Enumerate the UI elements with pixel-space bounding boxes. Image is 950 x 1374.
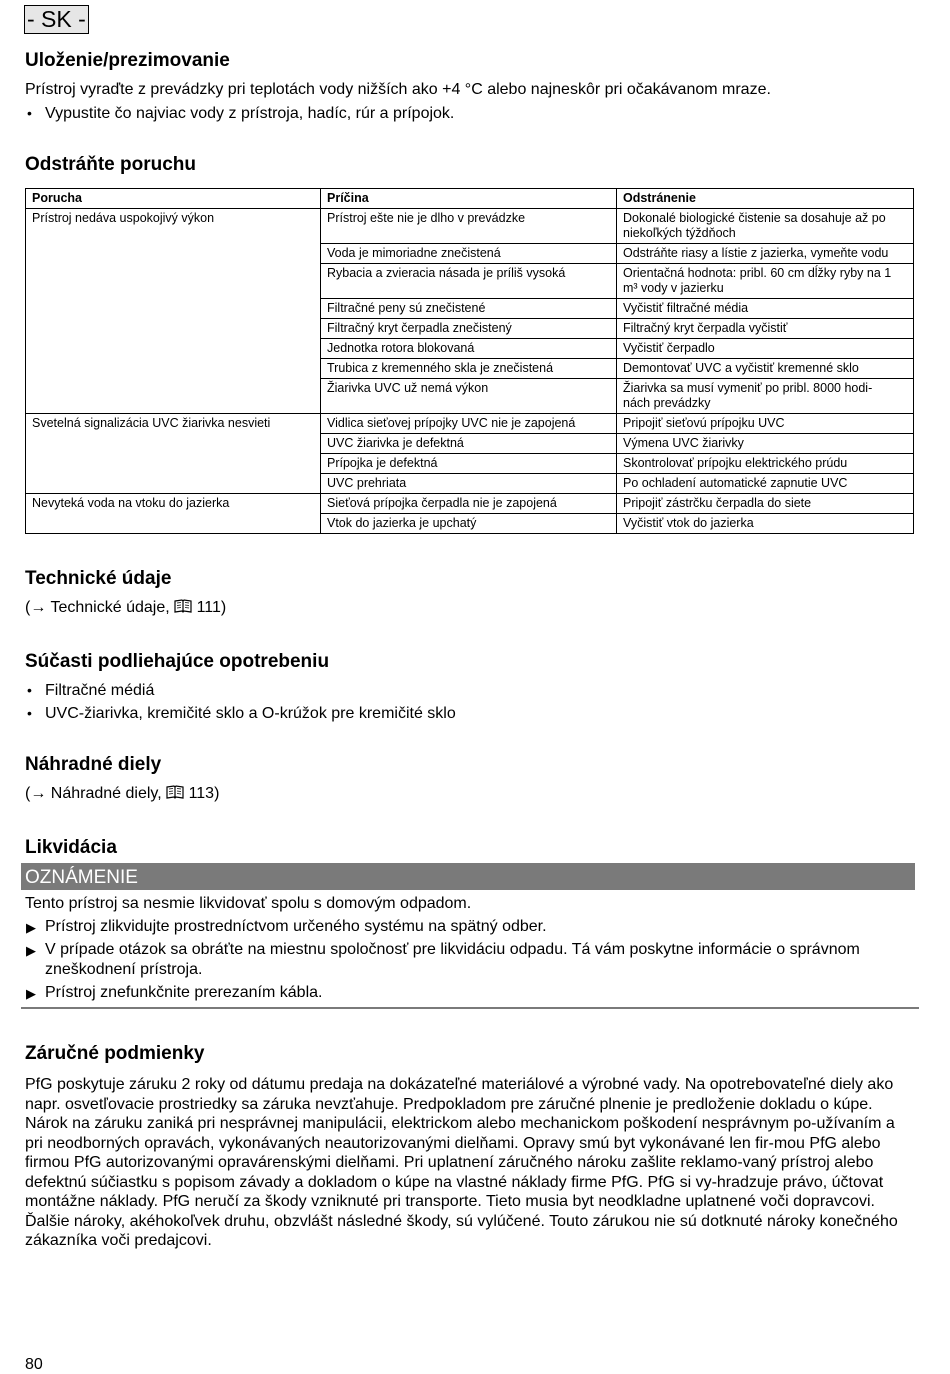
notice-text: Tento prístroj sa nesmie likvidovať spolu s domovým odpadom. [25, 895, 472, 912]
notice-label: OZNÁMENIE [21, 863, 915, 890]
disposal-title: Likvidácia [25, 837, 117, 858]
spare-parts-section [25, 754, 915, 804]
spare-parts-title: Náhradné diely [25, 754, 162, 775]
cause-cell: Vidlica sieťovej prípojky UVC nie je zapojená [321, 414, 617, 434]
list-item: • UVC-žiarivka, kremičité sklo a O-krúžok pre kremičité sklo [25, 702, 915, 725]
storage-text: Prístroj vyraďte z prevádzky pri teplotách vody nižších ako +4 °C alebo najneskôr pri očakávanom mraze. [25, 81, 771, 98]
technical-section [25, 568, 915, 618]
disposal-section [25, 837, 915, 1009]
remedy-cell: Dokonalé biologické čistenie sa dosahuje až po niekoľkých týždňoch [617, 209, 914, 244]
reference-page: 113) [188, 785, 220, 802]
warranty-title: Záručné podmienky [25, 1043, 205, 1064]
column-header: Porucha [26, 189, 321, 209]
cause-cell: UVC prehriata [321, 474, 617, 494]
storage-section [25, 50, 915, 125]
column-header: Odstránenie [617, 189, 914, 209]
cause-cell: UVC žiarivka je defektná [321, 434, 617, 454]
wear-parts-list [25, 679, 915, 725]
disposal-steps [25, 917, 919, 1003]
column-header: Príčina [321, 189, 617, 209]
table-header-row [26, 189, 914, 209]
table-row [26, 209, 914, 244]
cause-cell: Filtračný kryt čerpadla znečistený [321, 319, 617, 339]
wear-parts-title: Súčasti podliehajúce opotrebeniu [25, 651, 330, 672]
storage-bullets [25, 102, 915, 125]
cause-cell: Trubica z kremenného skla je znečistená [321, 359, 617, 379]
remedy-cell: Filtračný kryt čerpadla vyčistiť [617, 319, 914, 339]
remedy-cell: Výmena UVC žiarivky [617, 434, 914, 454]
page-number: 80 [25, 1356, 43, 1373]
wear-parts-section [25, 651, 915, 725]
list-item: • Filtračné médiá [25, 679, 915, 702]
book-icon [174, 599, 192, 613]
cause-cell: Sieťová prípojka čerpadla nie je zapojená [321, 494, 617, 514]
cause-cell: Jednotka rotora blokovaná [321, 339, 617, 359]
technical-reference [25, 598, 915, 618]
fault-table [25, 188, 914, 534]
remedy-cell: Orientačná hodnota: pribl. 60 cm dĺžky ryby na 1 m³ vody v jazierku [617, 264, 914, 299]
table-row [26, 494, 914, 514]
troubleshoot-title: Odstráňte poruchu [25, 154, 197, 175]
remedy-cell: Pripojiť sieťovú prípojku UVC [617, 414, 914, 434]
cause-cell: Žiarivka UVC už nemá výkon [321, 379, 617, 414]
notice-body [21, 890, 919, 1009]
storage-title: Uloženie/prezimovanie [25, 50, 230, 71]
list-item: ▶ V prípade otázok sa obráťte na miestnu spoločnosť pre likvidáciu odpadu. Tá vám poskytne informácie o správnom zneškodnení prístroja. [25, 940, 919, 980]
cause-cell: Prístroj ešte nie je dlho v prevádzke [321, 209, 617, 244]
spare-parts-reference [25, 784, 915, 804]
list-item: ▶ Prístroj zlikvidujte prostredníctvom určeného systému na spätný odber. [25, 917, 919, 937]
cause-cell: Prípojka je defektná [321, 454, 617, 474]
remedy-cell: Vyčistiť čerpadlo [617, 339, 914, 359]
remedy-cell: Žiarivka sa musí vymeniť po pribl. 8000 hodi- nách prevádzky [617, 379, 914, 414]
warranty-text: PfG poskytuje záruku 2 roky od dátumu predaja na dokázateľné materiálové a výrobné vady. Na opotrebovateľné diely ako napr. osvetľovacie prostriedky sa záruka nevzťahuje. Predpokladom pre záručné plnenie je predloženie dokladu o kúpe. Nárok na záruku zaniká pri nesprávnej manipulácii, elektrickom alebo mechanickom poškodení nesprávnym po-užívaním a pri neodborných opravách, vykonávaných neautorizovanými dielňami. Opravy smú byt vykonávané len fir-mou PfG alebo firmou PfG autorizovanými opravárenskými dielňami. Pri uplatnení záručného nároku zašlite reklamo-vaný prístroj alebo defektnú súčiastku s popisom závady a dokladom o kúpe na vlastné náklady firme PfG. PfG si vy-hradzuje právo, účtovat montážne náklady. PfG neručí za škody vzniknuté pri transporte. Tieto musia byt neodkladne uplatnené voči dopravcovi. Ďalšie nároky, akéhokoľvek druhu, obzvlášt následné škody, sú vylúčené. Touto zárukou nie sú dotknuté nároky konečného zákazníka voči predajcovi. [25, 1076, 898, 1249]
remedy-cell: Pripojiť zástrčku čerpadla do siete [617, 494, 914, 514]
fault-cell: Nevyteká voda na vtoku do jazierka [26, 494, 321, 534]
remedy-cell: Skontrolovať prípojku elektrického prúdu [617, 454, 914, 474]
remedy-cell: Demontovať UVC a vyčistiť kremenné sklo [617, 359, 914, 379]
remedy-cell: Odstráňte riasy a lístie z jazierka, vymeňte vodu [617, 244, 914, 264]
technical-title: Technické údaje [25, 568, 172, 589]
cause-cell: Voda je mimoriadne znečistená [321, 244, 617, 264]
list-item: ▶ Prístroj znefunkčnite prerezaním kábla. [25, 983, 919, 1003]
cause-cell: Vtok do jazierka je upchatý [321, 514, 617, 534]
page-content [25, 50, 915, 1251]
book-icon [166, 785, 184, 799]
table-row [26, 414, 914, 434]
reference-page: 111) [196, 599, 227, 616]
language-tag: - SK - [24, 5, 89, 34]
remedy-cell: Vyčistiť filtračné média [617, 299, 914, 319]
reference-text: (→ Technické údaje, [25, 599, 175, 616]
cause-cell: Rybacia a zvieracia násada je príliš vysoká [321, 264, 617, 299]
remedy-cell: Po ochladení automatické zapnutie UVC [617, 474, 914, 494]
troubleshoot-section [25, 154, 915, 534]
remedy-cell: Vyčistiť vtok do jazierka [617, 514, 914, 534]
warranty-section [25, 1043, 915, 1251]
list-item: • Vypustite čo najviac vody z prístroja, hadíc, rúr a prípojok. [25, 102, 915, 125]
reference-text: (→ Náhradné diely, [25, 785, 167, 802]
fault-cell: Prístroj nedáva uspokojivý výkon [26, 209, 321, 414]
cause-cell: Filtračné peny sú znečistené [321, 299, 617, 319]
fault-cell: Svetelná signalizácia UVC žiarivka nesvieti [26, 414, 321, 494]
